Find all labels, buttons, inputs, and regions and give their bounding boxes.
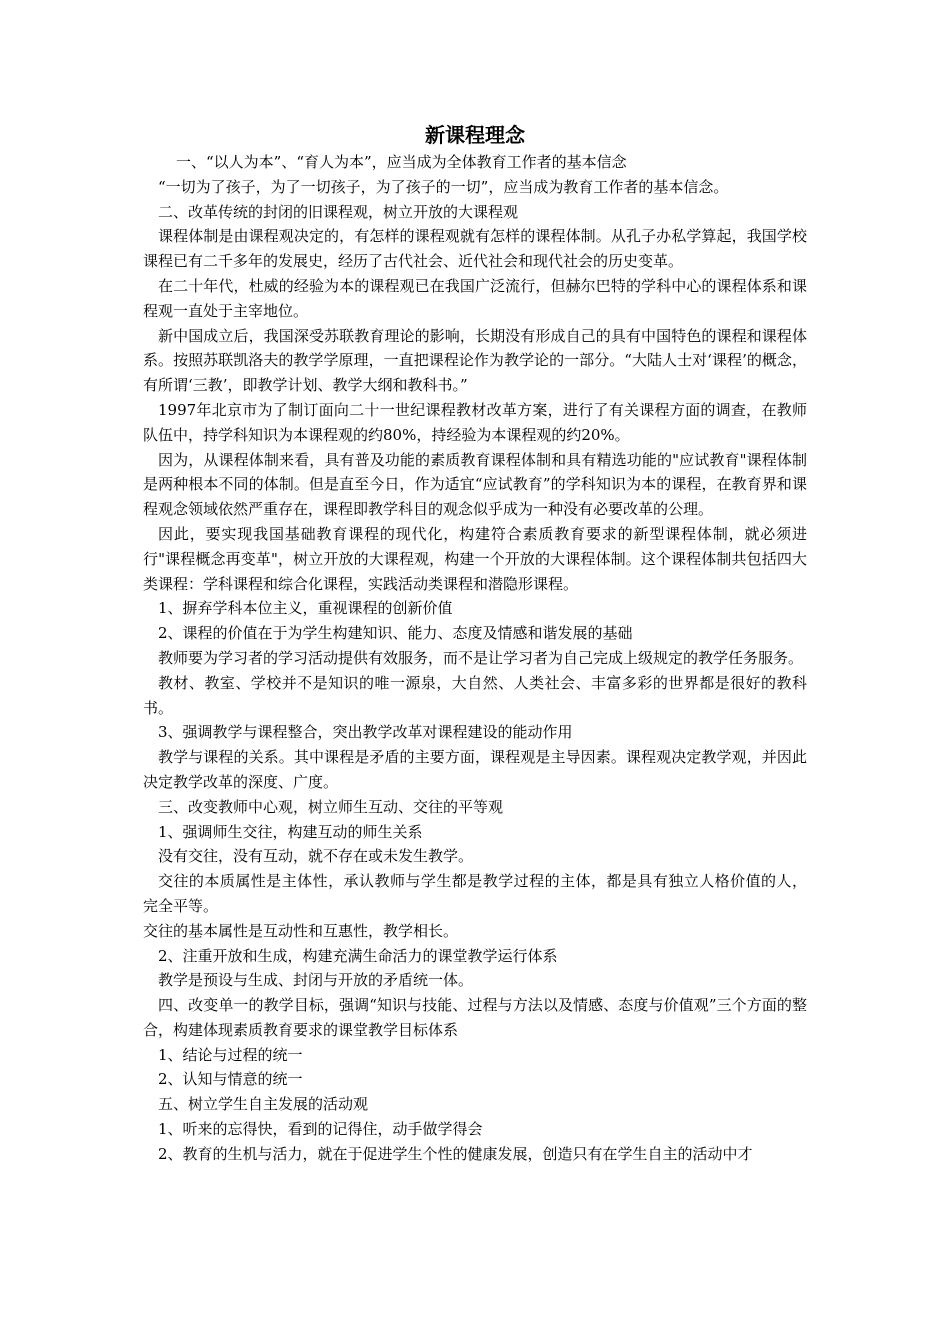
paragraph-16: 三、改变教师中心观，树立师生互动、交往的平等观 <box>158 797 504 816</box>
paragraph-10: 1、摒弃学科本位主义，重视课程的创新价值 <box>158 599 453 618</box>
document-page <box>143 120 807 1167</box>
paragraph-27: 1、听来的忘得快，看到的记得住，动手做学得会 <box>158 1120 483 1139</box>
paragraph-1: 一、“以人为本”、“育人为本”，应当成为全体教育工作者的基本信念 <box>176 153 627 171</box>
paragraph-6: 新中国成立后，我国深受苏联教育理论的影响，长期没有形成自己的具有中国特色的课程和课程体系。按照苏联凯洛夫的教学学原理，一直把课程论作为教学论的一部分。“大陆人士对‘课程’的概念，有所谓‘三教’，即教学计划、教学大纲和教科书。” <box>143 326 807 395</box>
paragraph-9: 因此，要实现我国基础教育课程的现代化，构建符合素质教育要求的新型课程体制，就必须进行"课程概念再变革"，树立开放的大课程观，构建一个开放的大课程体制。这个课程体制共包括四大类课程：学科课程和综合化课程，实践活动类课程和潜隐形课程。 <box>143 524 807 593</box>
paragraph-7: 1997年北京市为了制订面向二十一世纪课程教材改革方案，进行了有关课程方面的调查，在教师队伍中，持学科知识为本课程观的约80%，持经验为本课程观的约20%。 <box>143 400 807 444</box>
paragraph-14: 3、强调教学与课程整合，突出教学改革对课程建设的能动作用 <box>158 723 573 742</box>
paragraph-28: 2、教育的生机与活力，就在于促进学生个性的健康发展，创造只有在学生自主的活动中才 <box>158 1144 753 1163</box>
paragraph-19: 交往的本质属性是主体性，承认教师与学生都是教学过程的主体，都是具有独立人格价值的人， 完全平等。 <box>143 872 807 915</box>
paragraph-20: 交往的基本属性是互动性和互惠性，教学相长。 <box>143 921 459 940</box>
paragraph-18: 没有交往，没有互动，就不存在或未发生教学。 <box>158 847 474 866</box>
paragraph-23: 四、改变单一的教学目标，强调“知识与技能、过程与方法以及情感、态度与价值观”三个方面的整合，构建体现素质教育要求的课堂教学目标体系 <box>143 996 807 1039</box>
paragraph-25: 2、认知与情意的统一 <box>158 1070 303 1089</box>
paragraph-11: 2、课程的价值在于为学生构建知识、能力、态度及情感和谐发展的基础 <box>158 624 633 643</box>
paragraph-24: 1、结论与过程的统一 <box>158 1045 303 1064</box>
paragraph-5: 在二十年代，杜威的经验为本的课程观已在我国广泛流行，但赫尔巴特的学科中心的课程体系和课程观一直处于主宰地位。 <box>143 276 807 320</box>
paragraph-2: “一切为了孩子，为了一切孩子，为了孩子的一切”，应当成为教育工作者的基本信念。 <box>158 177 729 196</box>
paragraph-15: 教学与课程的关系。其中课程是矛盾的主要方面，课程观是主导因素。课程观决定教学观，并因此决定教学改革的深度、广度。 <box>143 748 807 791</box>
document-title: 新课程理念 <box>425 123 525 147</box>
paragraph-3: 二、改革传统的封闭的旧课程观，树立开放的大课程观 <box>158 202 519 221</box>
paragraph-4: 课程体制是由课程观决定的，有怎样的课程观就有怎样的课程体制。从孔子办私学算起，我国学校课程已有二千多年的发展史，经历了古代社会、近代社会和现代社会的历史变革。 <box>143 227 807 271</box>
paragraph-12: 教师要为学习者的学习活动提供有效服务，而不是让学习者为自己完成上级规定的教学任务服务。 <box>158 648 804 667</box>
paragraph-8: 因为，从课程体制来看，具有普及功能的素质教育课程体制和具有精选功能的"应试教育"课程体制是两种根本不同的体制。但是直至今日，作为适宜“应试教育”的学科知识为本的课程，在教育界和课程观念领域依然严重存在，课程即教学科目的观念似乎成为一种没有必要改革的公理。 <box>143 450 807 519</box>
paragraph-13: 教材、教室、学校并不是知识的唯一源泉，大自然、人类社会、丰富多彩的世界都是很好的教科书。 <box>143 673 807 717</box>
paragraph-26: 五、树立学生自主发展的活动观 <box>158 1095 369 1114</box>
paragraph-22: 教学是预设与生成、封闭与开放的矛盾统一体。 <box>158 971 474 990</box>
paragraph-21: 2、注重开放和生成，构建充满生命活力的课堂教学运行体系 <box>158 946 558 965</box>
paragraph-17: 1、强调师生交往，构建互动的师生关系 <box>158 822 423 841</box>
